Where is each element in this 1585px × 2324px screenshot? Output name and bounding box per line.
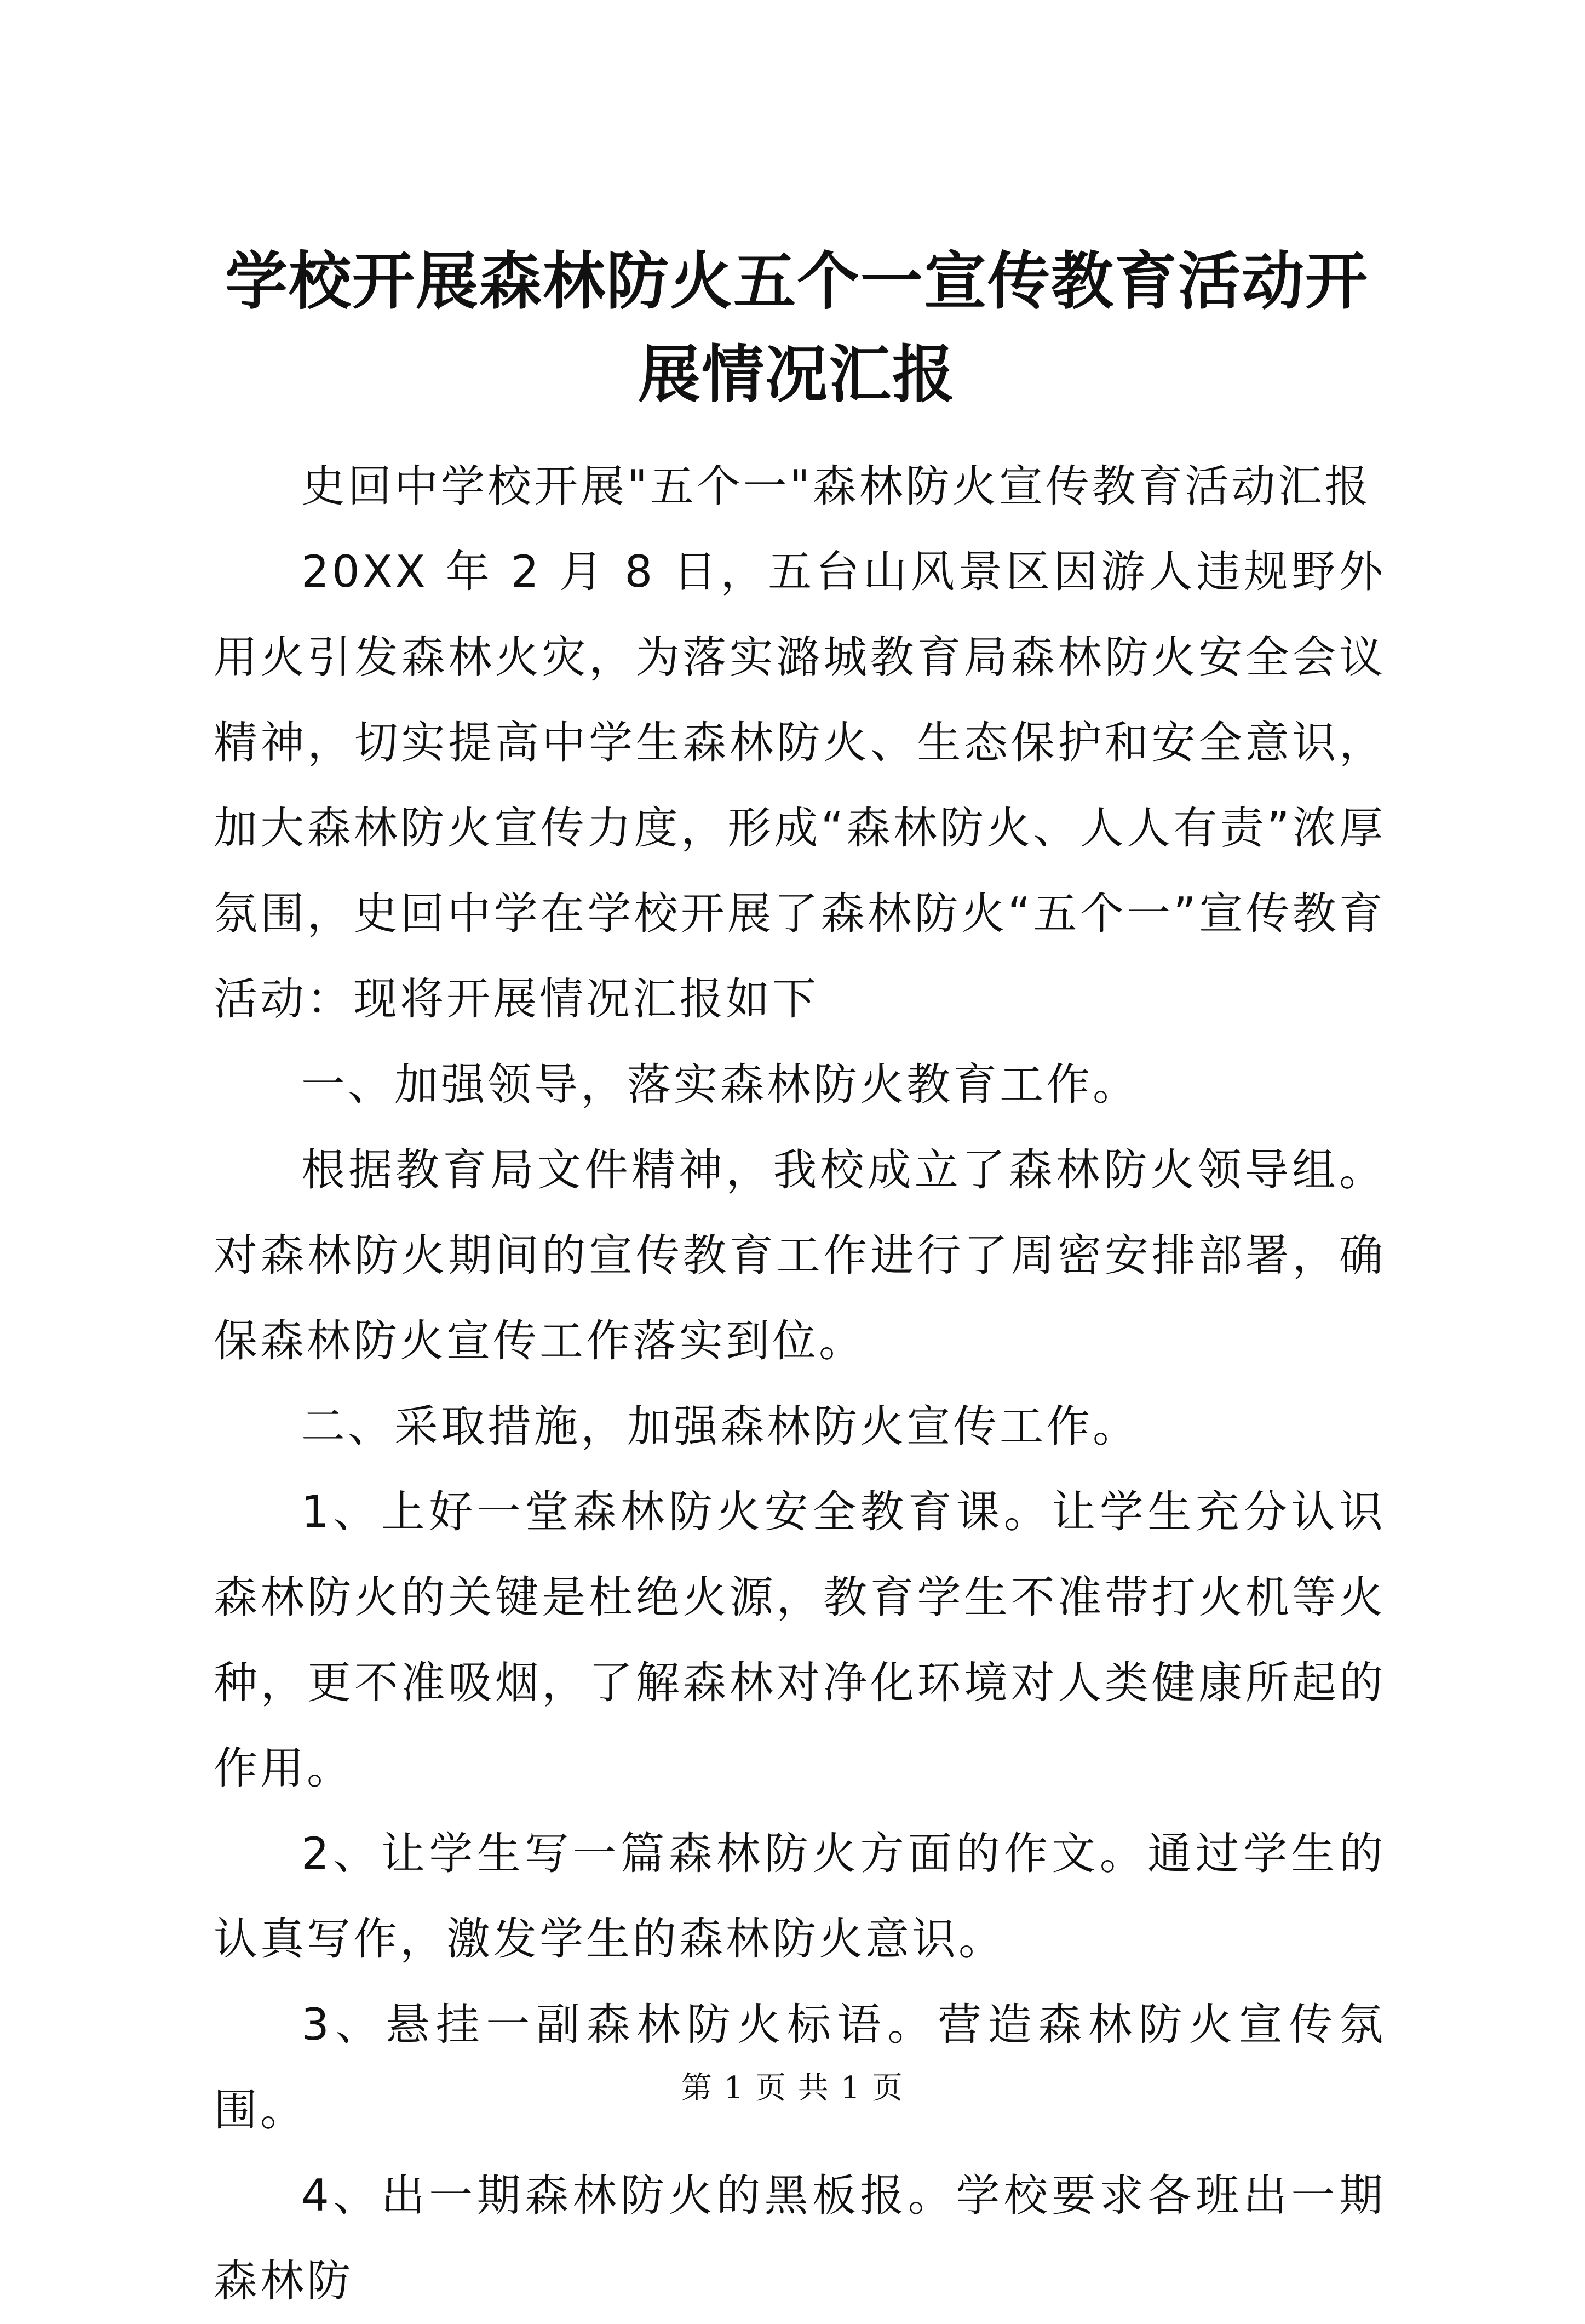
paragraph-section-1-body: 根据教育局文件精神，我校成立了森林防火领导组。对森林防火期间的宣传教育工作进行了周密安排部署，确保森林防火宣传工作落实到位。 xyxy=(214,1144,1386,1366)
paragraph-item-2: 2、让学生写一篇森林防火方面的作文。通过学生的认真写作，激发学生的森林防火意识。 xyxy=(214,1828,1386,1965)
paragraph-section-2-heading: 二、采取措施，加强森林防火宣传工作。 xyxy=(301,1401,1139,1452)
paragraph-item-3: 3、悬挂一副森林防火标语。营造森林防火宣传氛围。 xyxy=(214,1999,1386,2136)
paragraph-item-1: 1、上好一堂森林防火安全教育课。让学生充分认识森林防火的关键是杜绝火源，教育学生不准带打火机等火种，更不准吸烟，了解森林对净化环境对人类健康所起的作用。 xyxy=(214,1486,1386,1794)
document-body xyxy=(214,444,1386,2324)
document-title: 学校开展森林防火五个一宣传教育活动开展情况汇报 xyxy=(225,244,1369,411)
paragraph-intro: 20XX 年 2 月 8 日，五台山风景区因游人违规野外用火引发森林火灾，为落实潞城教育局森林防火安全会议精神，切实提高中学生森林防火、生态保护和安全意识，加大森林防火宣传力度，形成“森林防火、人人有责”浓厚氛围，史回中学在学校开展了森林防火“五个一”宣传教育活动：现将开展情况汇报如下 xyxy=(214,546,1386,1024)
paragraph-section-1-heading: 一、加强领导，落实森林防火教育工作。 xyxy=(301,1059,1139,1110)
page-footer: 第 1 页 共 1 页 xyxy=(681,2070,904,2106)
paragraph-item-4: 4、出一期森林防火的黑板报。学校要求各班出一期森林防 xyxy=(214,2170,1386,2306)
paragraph-subtitle: 史回中学校开展"五个一"森林防火宣传教育活动汇报 xyxy=(301,461,1371,512)
